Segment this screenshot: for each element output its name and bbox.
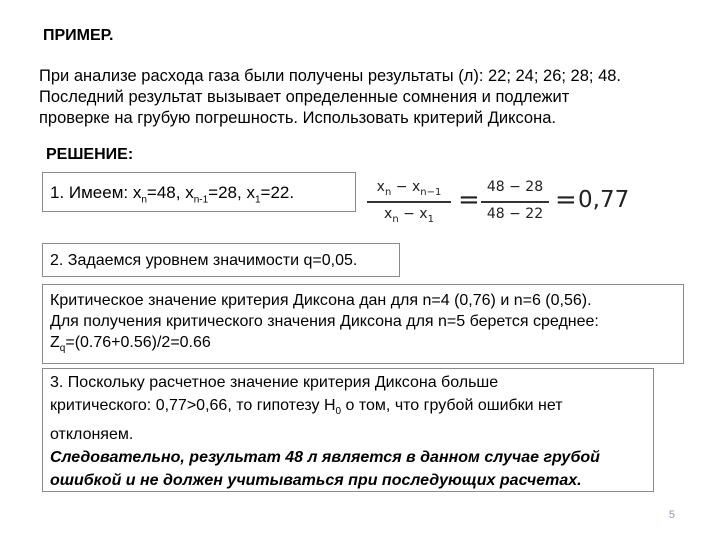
formula-fraction-bar: [367, 201, 451, 203]
formula-den-values: 48 − 22: [486, 206, 544, 222]
step2-text: 2. Задаемся уровнем значимости q=0,05.: [50, 252, 358, 269]
step1-sub-n1: n-1: [193, 194, 209, 206]
step1-val1: =48, x: [146, 183, 194, 202]
problem-line-1: При анализе расхода газа были получены результаты (л): 22; 24; 26; 28; 48.: [39, 67, 622, 85]
formula-values-bar: [481, 201, 549, 203]
step1-text: [50, 182, 294, 210]
page-title: ПРИМЕР.: [43, 27, 114, 44]
formula-denominator: $x_n - x_1$: [384, 206, 434, 225]
critical-line-2: Для получения критического значения Диксона для n=5 берется среднее:: [50, 313, 599, 330]
critical-line-3: $Z_q=(0.76+0.56)/2=0.66$: [50, 334, 211, 355]
conclusion-line-1: Следовательно, результат 48 л является в данном случае грубой: [50, 449, 600, 467]
formula-result: 0,77: [578, 187, 630, 213]
dixon-formula: [365, 176, 630, 228]
step1-val3: =22.: [260, 183, 295, 202]
conclusion-line-2: ошибкой и не должен учитываться при последующих расчетах.: [50, 472, 582, 490]
step3-line-3: отклоняем.: [50, 426, 134, 444]
critical-text: [50, 290, 599, 359]
formula-numerator: $x_n - x_{n-1}$: [376, 179, 442, 198]
formula-num-values: 48 − 28: [486, 179, 544, 195]
step3-line-1: 3. Поскольку расчетное значение критерия Диксона больше: [50, 374, 499, 391]
problem-line-3: проверке на грубую погрешность. Использовать критерий Диксона.: [39, 109, 556, 127]
step1-sub-n: n: [141, 194, 147, 206]
critical-line-1: Критическое значение критерия Диксона дан для n=4 (0,76) и n=6 (0,56).: [50, 292, 592, 309]
solution-heading: РЕШЕНИЕ:: [46, 146, 134, 163]
step1-sub-1: 1: [254, 194, 261, 206]
step3-text: [50, 371, 600, 492]
page-number: 5: [668, 509, 675, 521]
problem-line-2: Последний результат вызывает определенные сомнения и подлежит: [39, 88, 570, 106]
step3-line-2: критического: 0,77>0,66, то гипотезу $Н_0$ о том, что грубой ошибки нет: [50, 397, 563, 418]
step1-val2: =28, x: [208, 183, 255, 202]
formula-equals-2: =: [555, 185, 577, 215]
formula-equals-1: =: [458, 185, 480, 215]
problem-statement: [39, 66, 621, 129]
step1-prefix: 1. Имеем: x: [50, 183, 142, 202]
